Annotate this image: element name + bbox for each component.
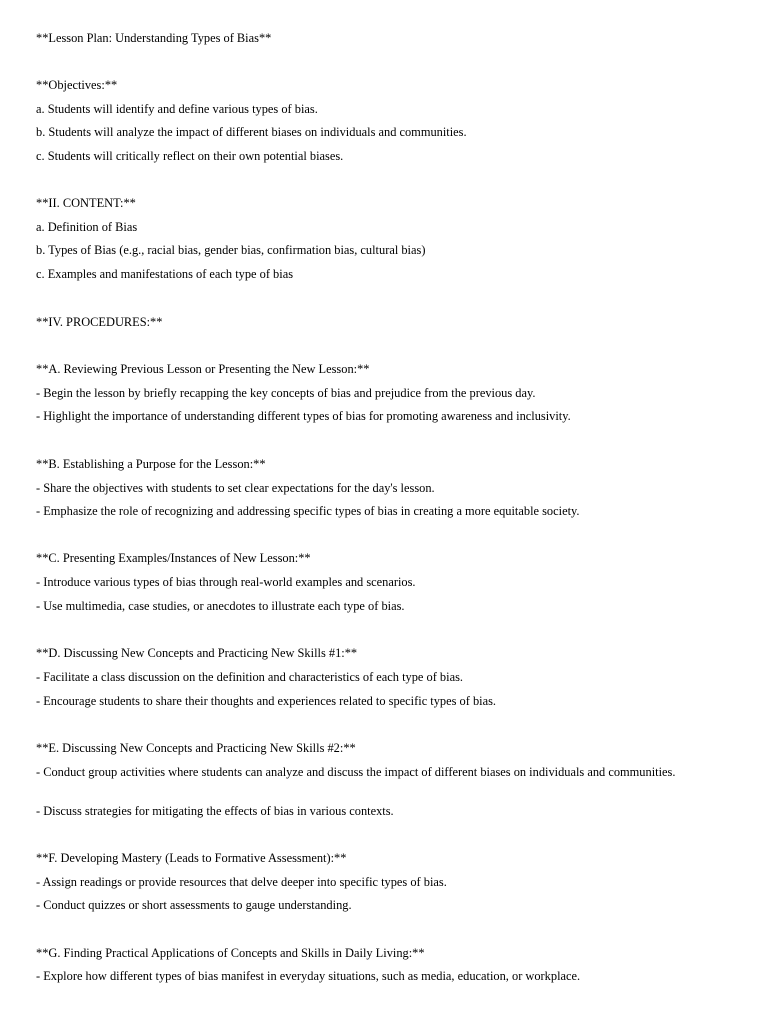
objectives-heading: **Objectives:** <box>36 78 118 92</box>
section-item: - Share the objectives with students to set clear expectations for the day's lesson. <box>36 481 435 495</box>
section-item: - Encourage students to share their thoughts and experiences related to specific types of bias. <box>36 694 497 708</box>
section-heading-d: **D. Discussing New Concepts and Practicing New Skills #1:** <box>36 646 358 660</box>
section-item: - Highlight the importance of understanding different types of bias for promoting awareness and inclusivity. <box>36 409 571 423</box>
content-item: c. Examples and manifestations of each type of bias <box>36 267 294 281</box>
section-heading-b: **B. Establishing a Purpose for the Lesson:** <box>36 457 266 471</box>
section-item: - Facilitate a class discussion on the definition and characteristics of each type of bias. <box>36 670 463 684</box>
section-item: - Assign readings or provide resources that delve deeper into specific types of bias. <box>36 875 447 889</box>
section-heading-a: **A. Reviewing Previous Lesson or Presenting the New Lesson:** <box>36 362 370 376</box>
content-item: b. Types of Bias (e.g., racial bias, gender bias, confirmation bias, cultural bias) <box>36 243 426 257</box>
section-heading-g: **G. Finding Practical Applications of Concepts and Skills in Daily Living:** <box>36 946 425 960</box>
objective-item: c. Students will critically reflect on their own potential biases. <box>36 149 344 163</box>
objective-item: a. Students will identify and define various types of bias. <box>36 102 318 116</box>
section-item: - Explore how different types of bias manifest in everyday situations, such as media, education, or workplace. <box>36 969 581 983</box>
content-heading: **II. CONTENT:** <box>36 196 136 210</box>
section-item: - Emphasize the role of recognizing and addressing specific types of bias in creating a more equitable society. <box>36 504 580 518</box>
section-item: - Use multimedia, case studies, or anecdotes to illustrate each type of bias. <box>36 599 405 613</box>
procedures-heading: **IV. PROCEDURES:** <box>36 315 163 329</box>
page-title: **Lesson Plan: Understanding Types of Bias** <box>36 31 272 45</box>
content-item: a. Definition of Bias <box>36 220 138 234</box>
objective-item: b. Students will analyze the impact of different biases on individuals and communities. <box>36 125 467 139</box>
section-item: - Introduce various types of bias through real-world examples and scenarios. <box>36 575 416 589</box>
section-item: - Conduct quizzes or short assessments to gauge understanding. <box>36 898 352 912</box>
section-item: - Conduct group activities where students can analyze and discuss the impact of different biases on individuals and communities. <box>36 765 676 779</box>
section-heading-e: **E. Discussing New Concepts and Practicing New Skills #2:** <box>36 741 356 755</box>
section-heading-c: **C. Presenting Examples/Instances of New Lesson:** <box>36 551 311 565</box>
section-item: - Begin the lesson by briefly recapping the key concepts of bias and prejudice from the previous day. <box>36 386 536 400</box>
section-heading-f: **F. Developing Mastery (Leads to Formative Assessment):** <box>36 851 347 865</box>
section-item: - Discuss strategies for mitigating the effects of bias in various contexts. <box>36 804 394 818</box>
